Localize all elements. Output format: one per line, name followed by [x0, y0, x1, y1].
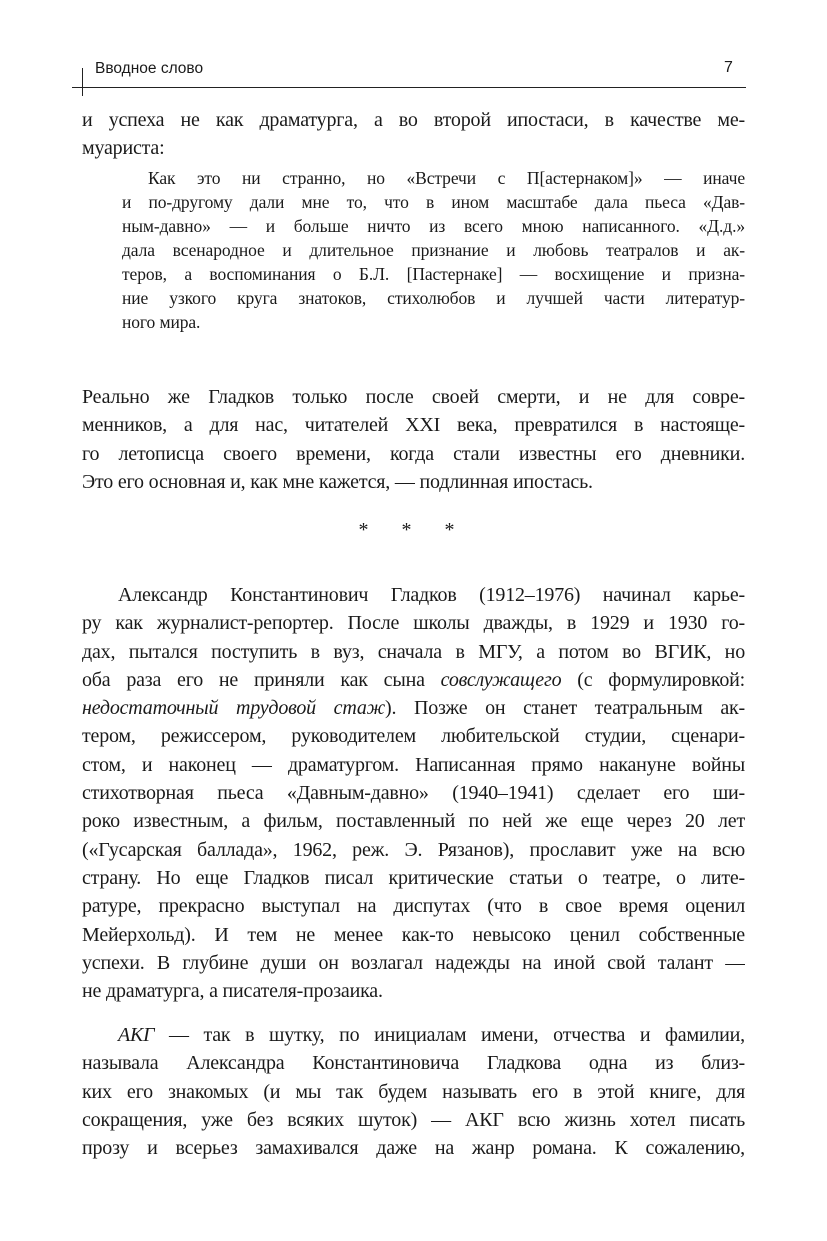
text-line	[82, 666, 745, 694]
text-run: и успеха не как драматурга, а во второй ипостаси, в качестве ме-	[82, 109, 745, 131]
text-line	[82, 864, 745, 892]
text-line	[122, 166, 745, 190]
text-run: прозу и всерьез замахивался даже на жанр романа. К сожалению,	[82, 1137, 745, 1160]
text-line	[82, 807, 745, 835]
text-run: Это его основная и, как мне кажется, — подлинная ипостась.	[82, 470, 593, 493]
text-run: теров, а воспоминания о Б.Л. [Пастернаке] — восхищение и призна-	[122, 264, 745, 284]
paragraph-intro	[82, 106, 745, 163]
text-line	[122, 238, 745, 262]
section-separator: * * *	[358, 519, 469, 541]
text-run: не драматурга, а писателя-прозаика.	[82, 980, 383, 1003]
italic-text: совслужащего	[440, 668, 562, 691]
text-line	[82, 638, 745, 666]
text-run: Мейерхольд). И тем не менее как-то невысоко ценил собственные	[82, 923, 745, 946]
text-run: успехи. В глубине души он возлагал надежды на иной свой талант —	[82, 951, 745, 974]
text-run: оба раза его не приняли как сына	[82, 668, 441, 691]
text-run: ратуре, прекрасно выступал на диспутах (что в свое время оценил	[82, 895, 745, 918]
text-run: ру как журналист-репортер. После школы дважды, в 1929 и 1930 го-	[82, 612, 745, 635]
text-run: (с формулировкой:	[561, 668, 745, 691]
text-run: ного мира.	[122, 312, 201, 332]
italic-text: АКГ	[118, 1024, 155, 1046]
paragraph-akg	[82, 1021, 745, 1162]
text-line	[82, 468, 745, 496]
text-run: дах, пытался поступить в вуз, сначала в МГУ, а потом во ВГИК, но	[82, 640, 745, 663]
text-run: («Гусарская баллада», 1962, реж. Э. Рязанов), прославит уже на всю	[82, 838, 745, 861]
text-line	[82, 722, 745, 750]
text-line	[122, 190, 745, 214]
text-run: менников, а для нас, читателей XXI века, превратился в настояще-	[82, 414, 745, 437]
header-tick-mark	[82, 68, 83, 96]
text-run: го летописца своего времени, когда стали известны его дневники.	[82, 442, 745, 465]
text-line	[82, 1134, 745, 1162]
text-run: стихотворная пьеса «Давным-давно» (1940–1941) сделает его ши-	[82, 782, 745, 805]
text-line	[122, 310, 745, 334]
text-run: муариста:	[82, 137, 165, 160]
text-line	[82, 836, 745, 864]
text-run: ным-давно» — и больше ничто из всего мною написанного. «Д.д.»	[122, 216, 745, 236]
text-line	[82, 892, 745, 920]
header-rule	[72, 87, 746, 88]
text-run: — так в шутку, по инициалам имени, отчества и фамилии,	[154, 1024, 745, 1046]
text-line	[122, 286, 745, 310]
text-line	[82, 581, 745, 609]
text-run: страну. Но еще Гладков писал критические статьи о театре, о лите-	[82, 866, 745, 889]
text-run: и по-другому дали мне то, что в ином масштабе дала пьеса «Дав-	[122, 192, 745, 212]
text-line	[82, 609, 745, 637]
text-line	[82, 106, 745, 134]
text-line	[82, 134, 745, 162]
text-line	[82, 383, 745, 411]
text-line	[82, 949, 745, 977]
block-quote	[122, 166, 745, 334]
text-line	[82, 1078, 745, 1106]
text-line	[82, 751, 745, 779]
text-line	[82, 779, 745, 807]
text-line	[122, 214, 745, 238]
running-header-title: Вводное слово	[95, 60, 204, 77]
paragraph-biography	[82, 581, 745, 1005]
text-run: ких его знакомых (и мы так будем называть его в этой книге, для	[82, 1080, 745, 1103]
text-run: называла Александра Константиновича Гладкова одна из близ-	[82, 1052, 745, 1075]
page-number: 7	[724, 59, 733, 76]
text-run: Реально же Гладков только после своей смерти, и не для совре-	[82, 386, 745, 408]
text-line	[82, 1021, 745, 1049]
text-run: ). Позже он станет театральным ак-	[385, 697, 745, 720]
text-line	[82, 440, 745, 468]
text-line	[82, 977, 745, 1005]
text-line	[82, 1106, 745, 1134]
text-line	[82, 411, 745, 439]
italic-text: недостаточный трудовой стаж	[82, 697, 386, 720]
text-run: дала всенародное и длительное признание и любовь театралов и ак-	[122, 240, 745, 260]
text-line	[82, 1049, 745, 1077]
text-run: тером, режиссером, руководителем любительской студии, сценари-	[82, 725, 745, 748]
text-run: роко известным, а фильм, поставленный по ней же еще через 20 лет	[82, 810, 745, 833]
text-run: ние узкого круга знатоков, стихолюбов и лучшей части литератур-	[122, 288, 745, 308]
text-line	[82, 694, 745, 722]
text-line	[122, 262, 745, 286]
text-run: сокращения, уже без всяких шуток) — АКГ всю жизнь хотел писать	[82, 1108, 745, 1131]
text-run: стом, и наконец — драматургом. Написанная прямо накануне войны	[82, 753, 745, 776]
paragraph-chronicler	[82, 383, 745, 496]
text-run: Александр Константинович Гладков (1912–1976) начинал карье-	[118, 584, 745, 606]
text-line	[82, 921, 745, 949]
text-run: Как это ни странно, но «Встречи с П[астернаком]» — иначе	[148, 168, 745, 188]
